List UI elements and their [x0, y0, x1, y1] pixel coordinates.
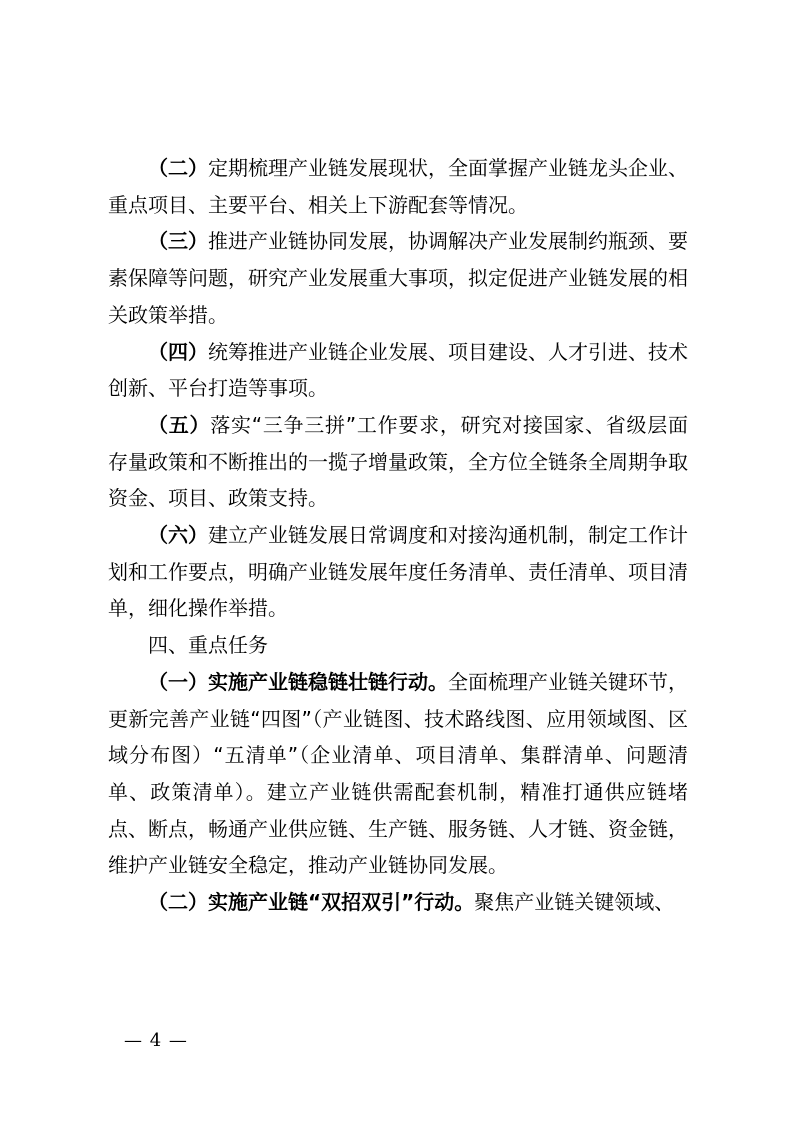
- paragraph-lead: （五）: [148, 412, 211, 437]
- page-number: — 4 —: [124, 1030, 188, 1051]
- task-lead: （二）实施产业链“双招双引”行动。: [148, 890, 475, 915]
- task-2: [108, 884, 688, 921]
- task-lead: （一）实施产业链稳链壮链行动。: [148, 669, 448, 694]
- section-heading: 四、重点任务: [148, 633, 268, 658]
- task-text: 全面梳理产业链关键环节，更新完善产业链“四图”（产业链图、技术路线图、应用领域图、区域分布图）“五清单”（企业清单、项目清单、集群清单、问题清单、政策清单）。建立产业链供需配套机制，精准打通供应链堵点、断点，畅通产业供应链、生产链、服务链、人才链、资金链，维护产业链安全稳定，推动产业链协同发展。: [108, 669, 688, 878]
- paragraph-lead: （四）: [148, 339, 208, 364]
- paragraph-text: 建立产业链发展日常调度和对接沟通机制，制定工作计划和工作要点，明确产业链发展年度任务清单、责任清单、项目清单，细化操作举措。: [108, 523, 688, 621]
- paragraph-text: 推进产业链协同发展，协调解决产业发展制约瓶颈、要素保障等问题，研究产业发展重大事项，拟定促进产业链发展的相关政策举措。: [108, 229, 688, 327]
- paragraph-text: 定期梳理产业链发展现状，全面掌握产业链龙头企业、重点项目、主要平台、相关上下游配套等情况。: [108, 156, 688, 217]
- paragraph-lead: （三）: [148, 229, 208, 254]
- task-text: 聚焦产业链关键领域、: [474, 890, 675, 915]
- paragraph-6: [108, 517, 688, 627]
- task-1: [108, 664, 688, 884]
- paragraph-text: 统筹推进产业链企业发展、项目建设、人才引进、技术创新、平台打造等事项。: [108, 339, 688, 401]
- paragraph-5: [108, 407, 688, 517]
- paragraph-lead: （六）: [148, 523, 208, 548]
- paragraph-4: [108, 334, 688, 407]
- paragraph-3: [108, 223, 688, 333]
- paragraph-lead: （二）: [148, 156, 208, 180]
- body-text: [108, 150, 688, 921]
- paragraph-2: [108, 150, 688, 223]
- paragraph-text: 落实“三争三拼”工作要求，研究对接国家、省级层面存量政策和不断推出的一揽子增量政策，全方位全链条全周期争取资金、项目、政策支持。: [108, 412, 688, 511]
